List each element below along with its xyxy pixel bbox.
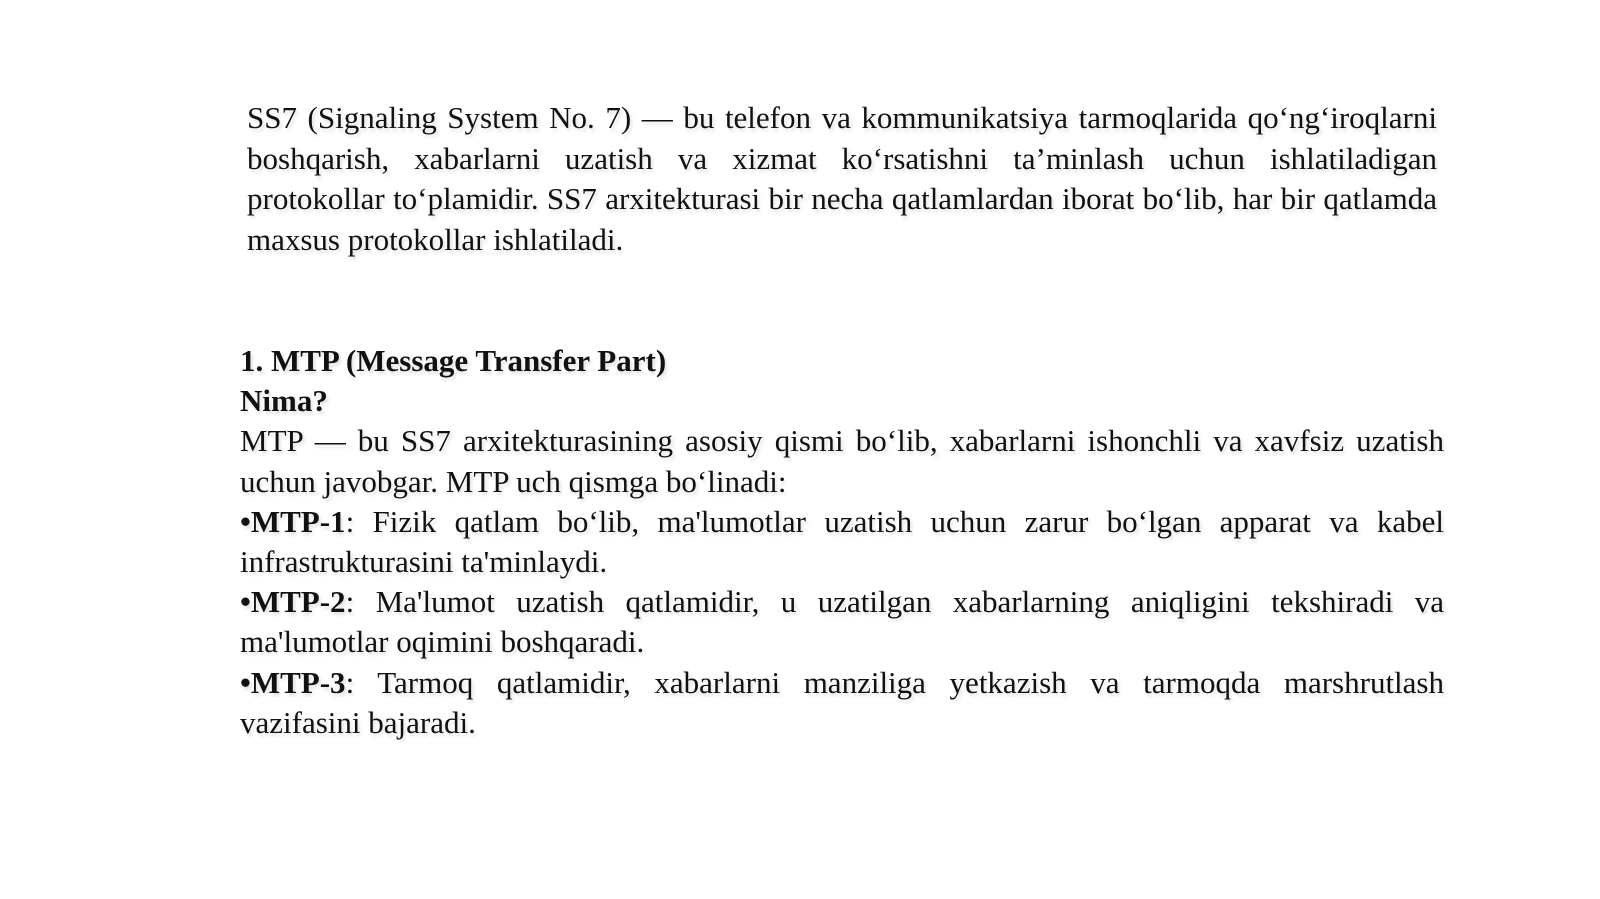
- bullet-item-mtp-2: [240, 582, 1444, 662]
- bullet-marker: •: [240, 584, 251, 620]
- bullet-term: MTP-3: [250, 664, 346, 700]
- bullet-text: : Ma'lumot uzatish qatlamidir, u uzatilgan xabarlarning aniqligini tekshiradi va ma'lumotlar oqimini boshqaradi.: [240, 584, 1444, 660]
- bullet-term: MTP-2: [250, 584, 346, 620]
- section-description: MTP — bu SS7 arxitekturasining asosiy qismi bo‘lib, xabarlarni ishonchli va xavfsiz uzatish uchun javobgar. MTP uch qismga bo‘linadi:: [240, 423, 1444, 499]
- bullet-marker: •: [240, 503, 251, 539]
- intro-paragraph: SS7 (Signaling System No. 7) — bu telefon va kommunikatsiya tarmoqlarida qo‘ng‘iroqlarni boshqarish, xabarlarni uzatish va xizmat ko‘rsatishni ta’minlash uchun ishlatiladigan protokollar to‘plamidir. SS7 arxitekturasi bir necha qatlamlardan iborat bo‘lib, har bir qatlamda maxsus protokollar ishlatiladi.: [247, 100, 1437, 257]
- bullet-marker: •: [240, 664, 251, 700]
- bullet-term: MTP-1: [250, 503, 346, 539]
- bullet-item-mtp-3: [240, 663, 1444, 743]
- bullet-text: : Tarmoq qatlamidir, xabarlarni manziliga yetkazish va tarmoqda marshrutlash vazifasini bajaradi.: [240, 664, 1444, 740]
- section-title: 1. MTP (Message Transfer Part): [240, 343, 667, 378]
- bullet-text: : Fizik qatlam bo‘lib, ma'lumotlar uzatish uchun zarur bo‘lgan apparat va kabel infrastrukturasini ta'minlaydi.: [240, 503, 1444, 580]
- bullet-item-mtp-1: [240, 502, 1444, 582]
- mtp-section: [240, 341, 1444, 743]
- section-subtitle: Nima?: [240, 383, 328, 419]
